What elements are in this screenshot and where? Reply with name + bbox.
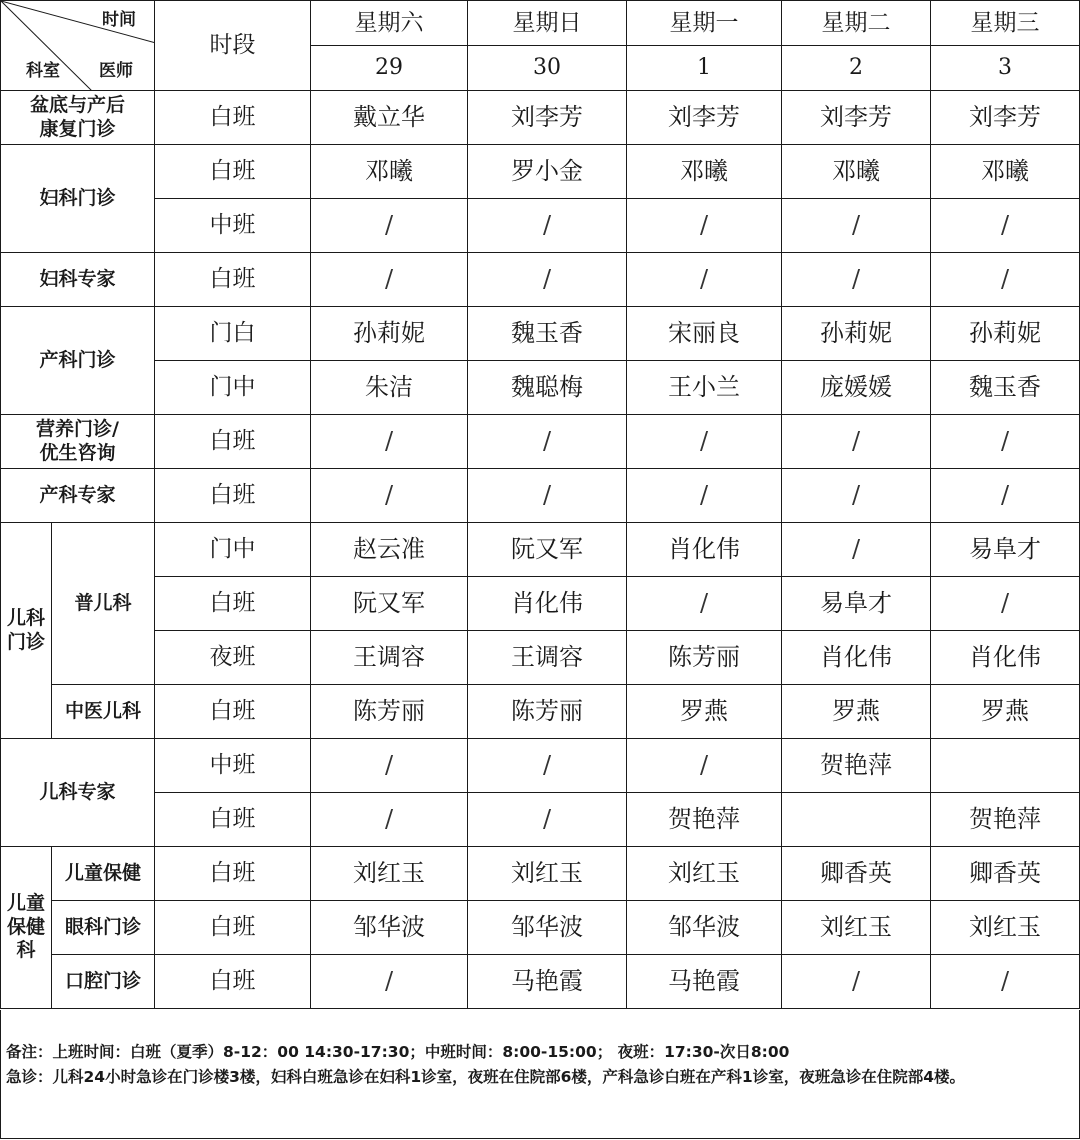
empty-slot: / <box>468 469 627 523</box>
doctor-cell: 罗燕 <box>931 685 1080 739</box>
doctor-cell: 魏玉香 <box>468 307 627 361</box>
empty-slot: / <box>468 739 627 793</box>
empty-slot: / <box>931 199 1080 253</box>
doctor-cell: 孙莉妮 <box>931 307 1080 361</box>
shift-period: 中班 <box>155 739 311 793</box>
shift-period: 白班 <box>155 415 311 469</box>
empty-slot: / <box>311 793 468 847</box>
shift-period: 白班 <box>155 955 311 1009</box>
cell-line: 妇科门诊 <box>39 186 116 209</box>
doctor-cell: 刘红玉 <box>931 901 1080 955</box>
empty-slot: / <box>931 415 1080 469</box>
doctor-cell: 贺艳萍 <box>931 793 1080 847</box>
empty-slot: / <box>627 253 782 307</box>
doctor-cell: 罗小金 <box>468 145 627 199</box>
cell-line: 口腔门诊 <box>64 969 141 992</box>
doctor-cell: 庞媛媛 <box>782 361 931 415</box>
cell-line: 康复门诊 <box>39 117 116 140</box>
department-label <box>52 955 155 1009</box>
doctor-cell <box>931 739 1080 793</box>
cell-line: 儿科专家 <box>39 780 116 803</box>
doctor-cell: 王小兰 <box>627 361 782 415</box>
empty-slot: / <box>627 577 782 631</box>
doctor-cell: 邓曦 <box>931 145 1080 199</box>
doctor-cell: 刘红玉 <box>311 847 468 901</box>
doctor-cell: 刘李芳 <box>627 91 782 145</box>
empty-slot: / <box>782 415 931 469</box>
day-date: 3 <box>931 46 1080 91</box>
corner-label-time: 时间 <box>102 10 136 30</box>
department-label <box>52 847 155 901</box>
cell-line: 盆底与产后 <box>29 93 125 116</box>
doctor-cell: 陈芳丽 <box>311 685 468 739</box>
doctor-cell: 陈芳丽 <box>468 685 627 739</box>
doctor-cell: 邹华波 <box>627 901 782 955</box>
day-date: 2 <box>782 46 931 91</box>
empty-slot: / <box>627 415 782 469</box>
empty-slot: / <box>931 577 1080 631</box>
empty-slot: / <box>311 739 468 793</box>
day-date: 1 <box>627 46 782 91</box>
doctor-cell: 贺艳萍 <box>627 793 782 847</box>
shift-period: 白班 <box>155 253 311 307</box>
note-line-emergency: 急诊：儿科24小时急诊在门诊楼3楼，妇科白班急诊在妇科1诊室，夜班在住院部6楼，产科急诊白班在产科1诊室，夜班急诊在住院部4楼。 <box>6 1068 965 1086</box>
empty-slot: / <box>311 469 468 523</box>
doctor-cell: 邹华波 <box>311 901 468 955</box>
doctor-cell: 刘李芳 <box>782 91 931 145</box>
day-name: 星期日 <box>468 0 627 46</box>
cell-line: 儿童 <box>6 891 45 914</box>
doctor-cell: 王调容 <box>311 631 468 685</box>
doctor-cell: 卿香英 <box>931 847 1080 901</box>
cell-line: 保健 <box>6 915 45 938</box>
day-name: 星期三 <box>931 0 1080 46</box>
doctor-cell: 肖化伟 <box>782 631 931 685</box>
department-group <box>0 847 52 1009</box>
department-label <box>0 739 155 847</box>
day-name: 星期六 <box>311 0 468 46</box>
doctor-cell: 刘红玉 <box>627 847 782 901</box>
empty-slot: / <box>468 793 627 847</box>
empty-slot: / <box>627 739 782 793</box>
shift-period: 中班 <box>155 199 311 253</box>
empty-slot: / <box>627 199 782 253</box>
empty-slot: / <box>311 199 468 253</box>
doctor-cell: 罗燕 <box>782 685 931 739</box>
doctor-cell: 邹华波 <box>468 901 627 955</box>
shift-period: 白班 <box>155 577 311 631</box>
doctor-cell: 贺艳萍 <box>782 739 931 793</box>
doctor-cell: 刘红玉 <box>782 901 931 955</box>
cell-line: 普儿科 <box>74 591 132 614</box>
department-label <box>0 415 155 469</box>
cell-line: 产科门诊 <box>39 348 116 371</box>
empty-slot: / <box>782 469 931 523</box>
empty-slot: / <box>468 253 627 307</box>
shift-period: 白班 <box>155 901 311 955</box>
doctor-cell: 孙莉妮 <box>782 307 931 361</box>
corner-label-doctor: 医师 <box>99 61 133 81</box>
shift-period: 白班 <box>155 793 311 847</box>
day-name: 星期一 <box>627 0 782 46</box>
doctor-cell: 邓曦 <box>627 145 782 199</box>
doctor-cell: 阮又军 <box>468 523 627 577</box>
department-label <box>0 253 155 307</box>
cell-line: 优生咨询 <box>39 441 116 464</box>
shift-period: 门白 <box>155 307 311 361</box>
department-label <box>52 523 155 685</box>
empty-slot: / <box>931 955 1080 1009</box>
shift-period: 夜班 <box>155 631 311 685</box>
doctor-cell: 魏玉香 <box>931 361 1080 415</box>
shift-period: 门中 <box>155 523 311 577</box>
doctor-cell: 易阜才 <box>931 523 1080 577</box>
shift-period: 白班 <box>155 685 311 739</box>
doctor-cell: 邓曦 <box>311 145 468 199</box>
empty-slot: / <box>468 199 627 253</box>
empty-slot: / <box>468 415 627 469</box>
day-date: 29 <box>311 46 468 91</box>
corner-header <box>0 0 155 91</box>
department-label <box>52 901 155 955</box>
empty-slot: / <box>311 415 468 469</box>
cell-line: 儿童保健 <box>64 861 141 884</box>
doctor-cell: 肖化伟 <box>931 631 1080 685</box>
empty-slot: / <box>627 469 782 523</box>
notes-section <box>0 1010 1080 1139</box>
cell-line: 营养门诊/ <box>36 417 119 440</box>
department-label <box>0 145 155 253</box>
doctor-cell: 马艳霞 <box>627 955 782 1009</box>
department-label <box>0 91 155 145</box>
doctor-cell: 肖化伟 <box>468 577 627 631</box>
cell-line: 眼科门诊 <box>64 915 141 938</box>
doctor-cell: 宋丽良 <box>627 307 782 361</box>
doctor-cell: 魏聪梅 <box>468 361 627 415</box>
note-line-hours: 备注：上班时间：白班（夏季）8-12：00 14:30-17:30；中班时间：8:00-15:00； 夜班：17:30-次日8:00 <box>6 1043 790 1061</box>
doctor-cell: 肖化伟 <box>627 523 782 577</box>
empty-slot: / <box>931 253 1080 307</box>
doctor-cell: 马艳霞 <box>468 955 627 1009</box>
empty-slot: / <box>782 253 931 307</box>
shift-period: 白班 <box>155 91 311 145</box>
doctor-cell: 赵云准 <box>311 523 468 577</box>
cell-line: 产科专家 <box>39 483 116 506</box>
day-name: 星期二 <box>782 0 931 46</box>
cell-line: 门诊 <box>6 630 45 653</box>
department-label <box>0 307 155 415</box>
department-label <box>0 469 155 523</box>
empty-slot: / <box>782 523 931 577</box>
cell-line: 中医儿科 <box>64 699 141 722</box>
cell-line: 儿科 <box>6 606 45 629</box>
shift-period: 白班 <box>155 847 311 901</box>
doctor-cell: 卿香英 <box>782 847 931 901</box>
doctor-cell: 孙莉妮 <box>311 307 468 361</box>
empty-slot: / <box>311 955 468 1009</box>
corner-label-dept: 科室 <box>26 61 60 81</box>
cell-line: 妇科专家 <box>39 267 116 290</box>
doctor-cell: 朱洁 <box>311 361 468 415</box>
shift-period: 白班 <box>155 145 311 199</box>
doctor-cell: 刘红玉 <box>468 847 627 901</box>
doctor-cell <box>782 793 931 847</box>
day-date: 30 <box>468 46 627 91</box>
doctor-cell: 刘李芳 <box>468 91 627 145</box>
empty-slot: / <box>782 199 931 253</box>
department-group <box>0 523 52 739</box>
shift-period: 门中 <box>155 361 311 415</box>
doctor-cell: 罗燕 <box>627 685 782 739</box>
doctor-cell: 易阜才 <box>782 577 931 631</box>
doctor-cell: 戴立华 <box>311 91 468 145</box>
doctor-cell: 刘李芳 <box>931 91 1080 145</box>
shift-period: 白班 <box>155 469 311 523</box>
cell-line: 科 <box>16 939 36 962</box>
empty-slot: / <box>311 253 468 307</box>
empty-slot: / <box>931 469 1080 523</box>
doctor-cell: 王调容 <box>468 631 627 685</box>
empty-slot: / <box>782 955 931 1009</box>
doctor-cell: 阮又军 <box>311 577 468 631</box>
period-header: 时段 <box>155 0 311 91</box>
doctor-cell: 邓曦 <box>782 145 931 199</box>
department-label <box>52 685 155 739</box>
doctor-cell: 陈芳丽 <box>627 631 782 685</box>
